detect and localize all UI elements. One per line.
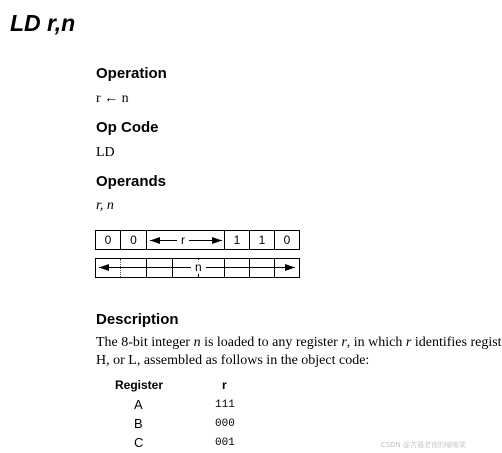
register-code: 111 bbox=[215, 399, 235, 411]
desc-text-2: is loaded to any register bbox=[200, 335, 342, 350]
desc-text-1: The 8-bit integer bbox=[96, 335, 194, 350]
operation-heading: Operation bbox=[96, 65, 167, 82]
desc-text-4: identifies regist bbox=[411, 335, 502, 350]
desc-var-r: r bbox=[341, 335, 347, 350]
register-name: C bbox=[134, 435, 144, 450]
opcode-text: LD bbox=[96, 145, 115, 160]
bit-1-cell: 1 bbox=[250, 231, 275, 250]
desc-text-3: , in which bbox=[346, 335, 406, 350]
description-heading: Description bbox=[96, 311, 179, 328]
register-code: 000 bbox=[215, 418, 235, 430]
operation-text: r ← n bbox=[96, 91, 129, 106]
register-field-label: r bbox=[177, 233, 189, 247]
code-column-header: r bbox=[222, 378, 227, 392]
description-text bbox=[96, 334, 502, 370]
register-field bbox=[147, 231, 225, 250]
register-name: A bbox=[134, 397, 143, 412]
bit-6-cell: 0 bbox=[121, 231, 147, 250]
watermark: CSDN @苦逼老夜的喵喵架 bbox=[380, 441, 466, 449]
opcode-byte-encoding bbox=[95, 230, 300, 250]
bit-7-cell: 0 bbox=[96, 231, 121, 250]
desc-text-line2: H, or L, assembled as follows in the object code: bbox=[96, 353, 370, 368]
register-code: 001 bbox=[215, 437, 235, 449]
bit-2-cell: 1 bbox=[225, 231, 250, 250]
opcode-heading: Op Code bbox=[96, 119, 159, 136]
desc-var-r2: r bbox=[405, 335, 412, 350]
desc-var-n: n bbox=[193, 335, 201, 350]
operands-text: r, n bbox=[96, 198, 114, 213]
immediate-field-label: n bbox=[191, 260, 206, 274]
register-column-header: Register bbox=[115, 378, 164, 392]
register-name: B bbox=[134, 416, 143, 431]
page-title: LD r,n bbox=[10, 10, 76, 36]
operands-heading: Operands bbox=[96, 173, 167, 190]
bit-0-cell: 0 bbox=[275, 231, 300, 250]
